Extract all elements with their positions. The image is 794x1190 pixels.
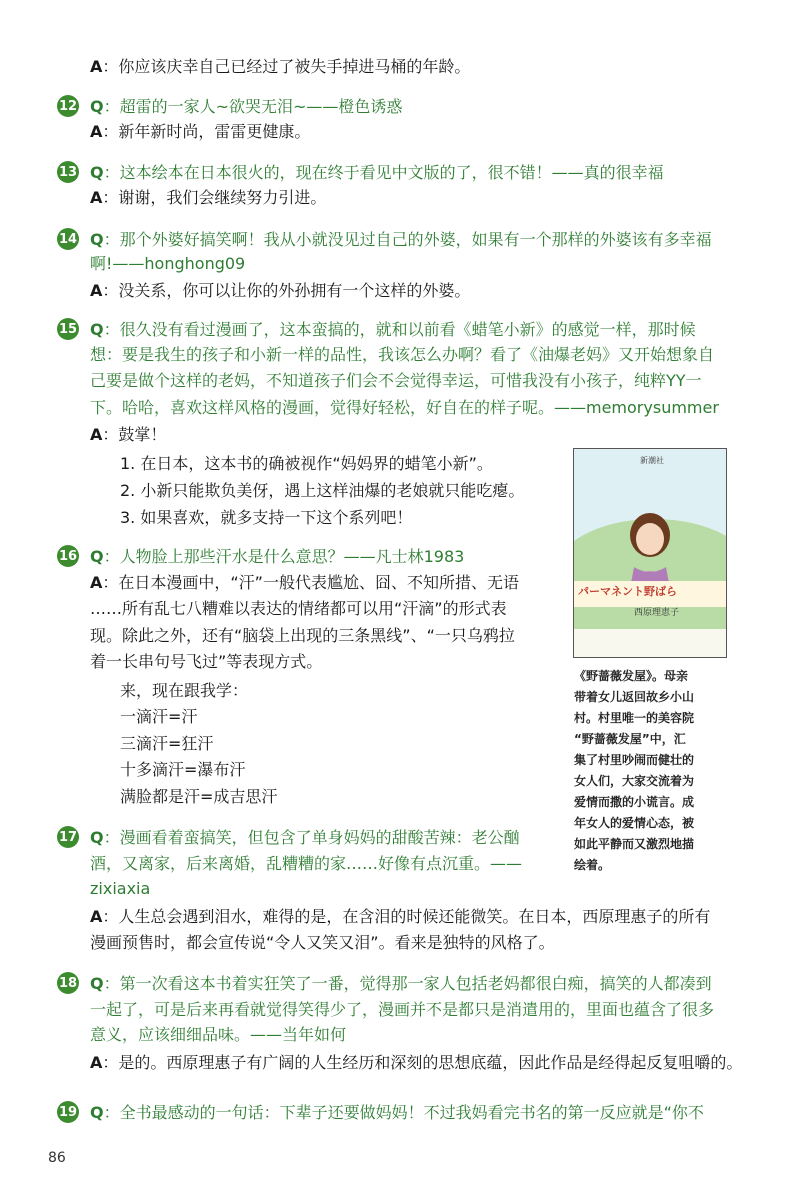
answer-line: 现。除此之外，还有“脑袋上出现的三条黑线”、“一只乌鸦拉 <box>90 626 515 645</box>
answer-list-item: 三滴汗=狂汗 <box>120 734 214 753</box>
answer-label: A <box>90 57 103 76</box>
answer-text: ：新年新时尚，雷雷更健康。 <box>102 122 311 141</box>
question-line: 己要是做个这样的老妈，不知道孩子们会不会觉得幸运，可惜我没有小孩子，纯粹YY一 <box>90 371 702 390</box>
page-number: 86 <box>48 1150 66 1166</box>
answer-label: A <box>90 188 103 207</box>
question-label: Q <box>90 230 104 249</box>
question-number-badge: 13 <box>57 161 79 183</box>
question-number-badge: 14 <box>57 228 79 250</box>
question-label: Q <box>90 828 104 847</box>
answer-list-item: 3. 如果喜欢，就多支持一下这个系列吧！ <box>120 508 413 527</box>
answer-list-item: 2. 小新只能欺负美伢，遇上这样油爆的老娘就只能吃瘪。 <box>120 481 525 500</box>
question-line: zixiaxia <box>90 879 151 898</box>
answer-list-item: 1. 在日本，这本书的确被视作“妈妈界的蜡笔小新”。 <box>120 454 493 473</box>
question-line <box>90 230 712 250</box>
question-label: Q <box>90 974 104 993</box>
question-text: ：漫画看着蛮搞笑，但包含了单身妈妈的甜酸苦辣：老公酗 <box>103 828 520 847</box>
question-line: 下。哈哈，喜欢这样风格的漫画，觉得好轻松，好自在的样子呢。——memorysummer <box>90 398 719 417</box>
answer-line <box>90 188 326 208</box>
answer-label: A <box>90 122 103 141</box>
answer-line <box>90 425 166 445</box>
question-line <box>90 320 696 340</box>
image-caption <box>574 666 726 876</box>
question-label: Q <box>90 1103 104 1122</box>
question-number-badge: 17 <box>57 826 79 848</box>
question-label: Q <box>90 163 104 182</box>
answer-line <box>90 122 310 142</box>
question-text: ：很久没有看过漫画了，这本蛮搞的，就和以前看《蜡笔小新》的感觉一样，那时候 <box>103 320 696 339</box>
question-line <box>90 1103 704 1123</box>
cover-figure <box>574 449 726 657</box>
answer-line <box>90 1053 742 1073</box>
question-text: ：全书最感动的一句话：下辈子还要做妈妈！不过我妈看完书名的第一反应就是“你不 <box>103 1103 704 1122</box>
caption-line: 如此平静而又激烈地描 <box>574 837 695 851</box>
question-text: ：人物脸上那些汗水是什么意思？——凡士林1983 <box>103 547 465 566</box>
question-label: Q <box>90 547 104 566</box>
answer-line <box>90 573 519 593</box>
question-line: 啊!——honghong09 <box>90 254 246 273</box>
caption-line: 女人们，大家交流着为 <box>574 774 695 788</box>
question-number-badge: 18 <box>57 972 79 994</box>
question-text: ：那个外婆好搞笑啊！我从小就没见过自己的外婆，如果有一个那样的外婆该有多幸福 <box>103 230 712 249</box>
answer-text: ：是的。西原理惠子有广阔的人生经历和深刻的思想底蕴，因此作品是经得起反复咀嚼的。 <box>102 1053 743 1072</box>
question-line: 意义，应该细细品味。——当年如何 <box>90 1025 347 1044</box>
answer-label: A <box>90 907 103 926</box>
answer-label: A <box>90 573 103 592</box>
answer-list-item: 十多滴汗=瀑布汗 <box>120 760 246 779</box>
answer-text: ：在日本漫画中，“汗”一般代表尴尬、囧、不知所措、无语 <box>102 573 519 592</box>
answer-text: ：人生总会遇到泪水，难得的是，在含泪的时候还能微笑。在日本，西原理惠子的所有 <box>102 907 711 926</box>
answer-line <box>90 907 710 927</box>
answer-text: ：谢谢，我们会继续努力引进。 <box>102 188 327 207</box>
question-line: 酒，又离家，后来离婚，乱糟糟的家……好像有点沉重。—— <box>90 854 523 873</box>
question-line: 想：要是我生的孩子和小新一样的品性，我该怎么办啊？看了《油爆老妈》又开始想象自 <box>90 345 715 364</box>
caption-line: 《野蔷薇发屋》。母亲 <box>574 669 689 683</box>
caption-line: 带着女儿返回故乡小山 <box>574 690 695 704</box>
top-answer <box>90 57 470 77</box>
answer-text: ：没关系，你可以让你的外孙拥有一个这样的外婆。 <box>102 281 471 300</box>
cover-publisher: 新潮社 <box>640 456 664 465</box>
question-line: 一起了，可是后来再看就觉得笑得少了，漫画并不是都只是消遣用的，里面也蕴含了很多 <box>90 1000 715 1019</box>
question-line <box>90 974 712 994</box>
cover-author: 西原理恵子 <box>634 608 680 618</box>
question-line <box>90 97 402 117</box>
answer-text: ：你应该庆幸自己已经过了被失手掉进马桶的年龄。 <box>102 57 471 76</box>
question-text: ：超雷的一家人~欲哭无泪~——橙色诱惑 <box>103 97 403 116</box>
caption-line: 绘着。 <box>574 858 611 872</box>
question-label: Q <box>90 97 104 116</box>
question-text: ：第一次看这本书着实狂笑了一番，觉得那一家人包括老妈都很白痴，搞笑的人都凑到 <box>103 974 712 993</box>
answer-list-item: 来，现在跟我学： <box>120 681 249 700</box>
caption-line: 集了村里吵闹而健壮的 <box>574 753 695 767</box>
caption-line: “野蔷薇发屋”中，汇 <box>574 732 686 746</box>
answer-line: 漫画预售时，都会宣传说“令人又笑又泪”。看来是独特的风格了。 <box>90 933 555 952</box>
answer-list-item: 满脸都是汗=成吉思汗 <box>120 787 278 806</box>
question-line <box>90 163 664 183</box>
question-label: Q <box>90 320 104 339</box>
question-text: ：这本绘本在日本很火的，现在终于看见中文版的了，很不错！——真的很幸福 <box>103 163 664 182</box>
book-cover-image <box>573 448 727 658</box>
question-number-badge: 12 <box>57 95 79 117</box>
caption-line: 爱情而撒的小谎言。成 <box>574 795 695 809</box>
answer-line: ……所有乱七八糟难以表达的情绪都可以用“汗滴”的形式表 <box>90 599 507 618</box>
answer-line: 着一长串句号飞过”等表现方式。 <box>90 652 323 671</box>
answer-line <box>90 281 470 301</box>
cover-title: パーマネント野ばら <box>578 585 677 598</box>
question-line <box>90 828 520 848</box>
question-line <box>90 547 464 567</box>
answer-label: A <box>90 281 103 300</box>
caption-line: 年女人的爱情心态，被 <box>574 816 695 830</box>
question-number-badge: 15 <box>57 318 79 340</box>
answer-label: A <box>90 1053 103 1072</box>
question-number-badge: 16 <box>57 545 79 567</box>
caption-line: 村。村里唯一的美容院 <box>574 711 695 725</box>
answer-label: A <box>90 425 103 444</box>
answer-list-item: 一滴汗=汗 <box>120 707 198 726</box>
question-number-badge: 19 <box>57 1101 79 1123</box>
answer-text: ：鼓掌！ <box>102 425 167 444</box>
